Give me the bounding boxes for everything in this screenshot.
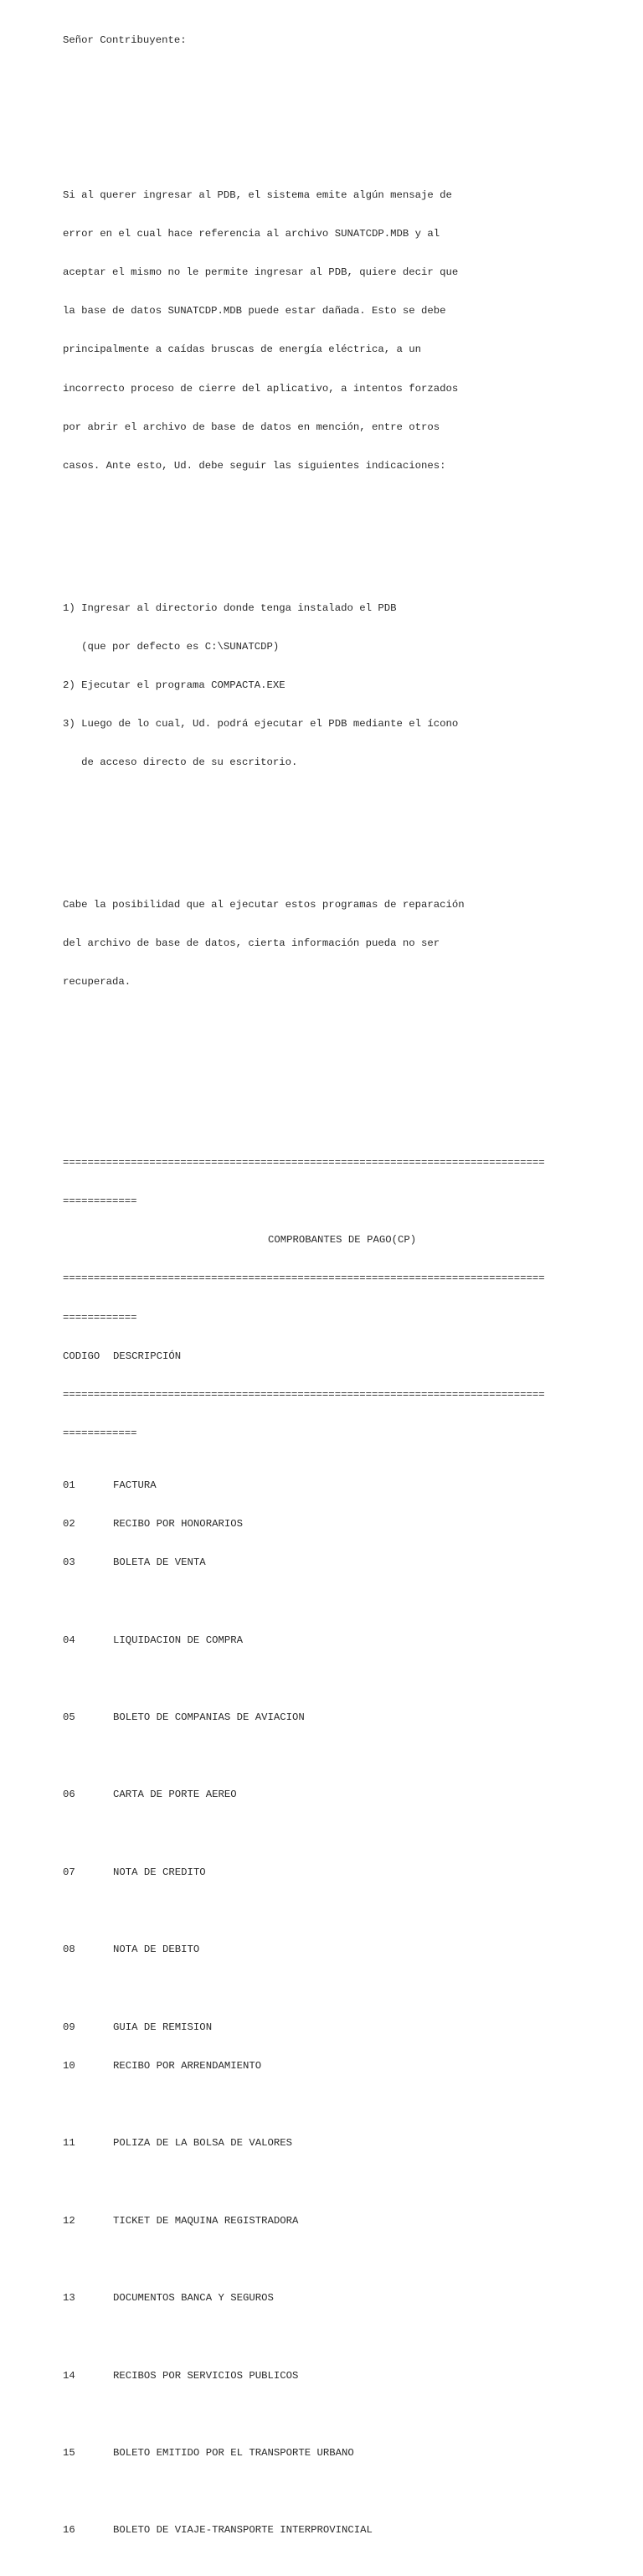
step-line: 1) Ingresar al directorio donde tenga instalado el PDB xyxy=(63,601,397,614)
table-row xyxy=(63,1711,632,1724)
separator-rule: ============ xyxy=(63,1311,137,1324)
spacer xyxy=(63,1905,632,1918)
table-header xyxy=(63,1350,632,1363)
row-code: 05 xyxy=(63,1711,75,1724)
row-code: 11 xyxy=(63,2137,75,2150)
spacer xyxy=(63,1673,632,1685)
row-description: NOTA DE CREDITO xyxy=(113,1866,206,1878)
step-line: 3) Luego de lo cual, Ud. podrá ejecutar el PDB mediante el ícono xyxy=(63,718,459,730)
intro-line: por abrir el archivo de base de datos en mención, entre otros xyxy=(63,421,440,433)
spacer xyxy=(63,2408,632,2421)
header-code: CODIGO xyxy=(63,1350,100,1362)
row-description: TICKET DE MAQUINA REGISTRADORA xyxy=(113,2214,299,2227)
row-code: 16 xyxy=(63,2524,75,2537)
row-description: BOLETO EMITIDO POR EL TRANSPORTE URBANO xyxy=(113,2446,354,2459)
table-row xyxy=(63,1866,632,1879)
row-code: 12 xyxy=(63,2214,75,2227)
row-code: 10 xyxy=(63,2059,75,2072)
intro-line: error en el cual hace referencia al archivo SUNATCDP.MDB y al xyxy=(63,227,440,240)
intro-line: principalmente a caídas bruscas de energía eléctrica, a un xyxy=(63,343,422,356)
table-row xyxy=(63,1634,632,1647)
spacer xyxy=(63,1750,632,1763)
table-row xyxy=(63,1944,632,1956)
table-row xyxy=(63,2137,632,2150)
intro-line: Si al querer ingresar al PDB, el sistema emite algún mensaje de xyxy=(63,188,452,201)
table-row xyxy=(63,2060,632,2073)
header-description: DESCRIPCIÓN xyxy=(113,1350,182,1362)
row-description: LIQUIDACION DE COMPRA xyxy=(113,1634,243,1646)
closing-line: del archivo de base de datos, cierta información pueda no ser xyxy=(63,937,440,949)
closing-paragraph xyxy=(63,873,632,1014)
comprobantes-table xyxy=(63,1131,632,2563)
row-code: 14 xyxy=(63,2369,75,2382)
separator-rule: ============ xyxy=(63,1427,137,1440)
table-row xyxy=(63,2215,632,2228)
separator-rule: ============================================================================== xyxy=(63,1156,545,1169)
row-code: 04 xyxy=(63,1634,75,1646)
step-line: (que por defecto es C:\SUNATCDP) xyxy=(63,640,280,653)
table-row xyxy=(63,1789,632,1801)
spacer xyxy=(63,2098,632,2111)
spacer xyxy=(63,2331,632,2343)
row-description: BOLETO DE COMPANIAS DE AVIACION xyxy=(113,1711,305,1724)
intro-line: incorrecto proceso de cierre del aplicativo, a intentos forzados xyxy=(63,382,459,395)
spacer xyxy=(63,2486,632,2498)
row-description: RECIBO POR ARRENDAMIENTO xyxy=(113,2059,262,2072)
spacer xyxy=(63,1982,632,1995)
closing-line: Cabe la posibilidad que al ejecutar estos programas de reparación xyxy=(63,898,465,911)
row-description: RECIBO POR HONORARIOS xyxy=(113,1518,243,1531)
spacer xyxy=(63,2176,632,2188)
spacer xyxy=(63,821,632,834)
separator-rule: ============================================================================== xyxy=(63,1273,545,1285)
table-title: COMPROBANTES DE PAGO(CP) xyxy=(268,1234,417,1247)
row-description: CARTA DE PORTE AEREO xyxy=(113,1789,237,1801)
table-row xyxy=(63,1518,632,1531)
table-row xyxy=(63,1479,632,1492)
row-code: 06 xyxy=(63,1789,75,1801)
greeting: Señor Contribuyente: xyxy=(63,34,187,46)
closing-line: recuperada. xyxy=(63,976,131,989)
table-row xyxy=(63,2021,632,2034)
table-row xyxy=(63,2524,632,2537)
separator-rule: ============================================================================== xyxy=(63,1389,545,1402)
separator-rule: ============ xyxy=(63,1195,137,1207)
row-code: 02 xyxy=(63,1518,75,1531)
spacer xyxy=(63,1828,632,1840)
table-row xyxy=(63,1556,632,1569)
steps-list xyxy=(63,576,632,796)
table-row xyxy=(63,2370,632,2382)
intro-line: aceptar el mismo no le permite ingresar al PDB, quiere decir que xyxy=(63,266,459,279)
intro-paragraph xyxy=(63,163,632,498)
spacer xyxy=(63,111,632,124)
row-code: 08 xyxy=(63,1944,75,1956)
intro-line: casos. Ante esto, Ud. debe seguir las siguientes indicaciones: xyxy=(63,460,446,472)
row-description: RECIBOS POR SERVICIOS PUBLICOS xyxy=(113,2369,299,2382)
row-description: BOLETO DE VIAJE-TRANSPORTE INTERPROVINCIAL xyxy=(113,2524,373,2537)
row-code: 09 xyxy=(63,2021,75,2033)
table-row xyxy=(63,2447,632,2460)
spacer xyxy=(63,73,632,85)
table-row xyxy=(63,2292,632,2305)
row-code: 07 xyxy=(63,1866,75,1878)
spacer xyxy=(63,524,632,537)
row-description: POLIZA DE LA BOLSA DE VALORES xyxy=(113,2137,293,2150)
spacer xyxy=(63,1079,632,1092)
row-description: FACTURA xyxy=(113,1479,157,1491)
row-description: NOTA DE DEBITO xyxy=(113,1944,200,1956)
spacer xyxy=(63,1040,632,1053)
row-code: 13 xyxy=(63,2292,75,2305)
intro-line: la base de datos SUNATCDP.MDB puede estar dañada. Esto se debe xyxy=(63,305,446,317)
row-description: DOCUMENTOS BANCA Y SEGUROS xyxy=(113,2292,274,2305)
spacer xyxy=(63,1595,632,1608)
row-description: GUIA DE REMISION xyxy=(113,2021,213,2033)
row-description: BOLETA DE VENTA xyxy=(113,1556,206,1569)
step-line: de acceso directo de su escritorio. xyxy=(63,756,298,769)
row-code: 01 xyxy=(63,1479,75,1491)
step-line: 2) Ejecutar el programa COMPACTA.EXE xyxy=(63,679,285,691)
row-code: 15 xyxy=(63,2446,75,2459)
row-code: 03 xyxy=(63,1556,75,1569)
spacer xyxy=(63,2253,632,2266)
document-page xyxy=(63,8,632,2576)
